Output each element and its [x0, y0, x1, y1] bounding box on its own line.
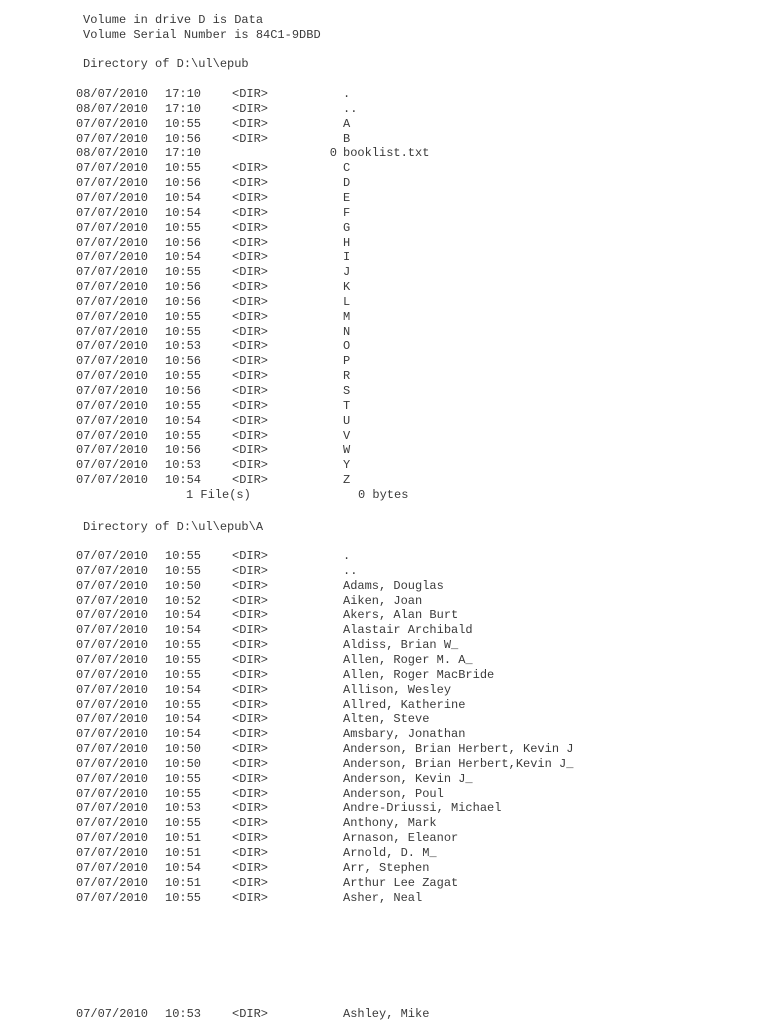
entry-date: 07/07/2010: [76, 176, 149, 191]
entry-name: Alten, Steve: [343, 712, 430, 727]
entry-time: 10:55: [165, 369, 202, 384]
listing-row: [0, 310, 700, 324]
entry-date: 07/07/2010: [76, 801, 149, 816]
entry-date: 07/07/2010: [76, 682, 149, 697]
entry-name: L: [343, 294, 351, 309]
file-count: 1 File(s): [186, 487, 251, 502]
entry-time: 10:55: [165, 265, 202, 280]
entry-name: Anthony, Mark: [343, 816, 437, 831]
entry-name: ..: [343, 563, 358, 578]
entry-name: K: [343, 280, 351, 295]
entry-time: 10:56: [165, 443, 202, 458]
entry-time: 10:56: [165, 235, 202, 250]
entry-dir-marker: <DIR>: [232, 593, 269, 608]
entry-date: 07/07/2010: [76, 280, 149, 295]
entry-dir-marker: <DIR>: [232, 652, 269, 667]
entry-name: Amsbary, Jonathan: [343, 727, 466, 742]
entry-name: I: [343, 250, 351, 265]
entry-time: 10:50: [165, 756, 202, 771]
entry-date: 07/07/2010: [76, 250, 149, 265]
entry-date: 07/07/2010: [76, 458, 149, 473]
entry-time: 10:55: [165, 324, 202, 339]
listing-row: [0, 250, 700, 264]
entry-name: Anderson, Brian Herbert,Kevin J_: [343, 756, 574, 771]
entry-time: 10:55: [165, 161, 202, 176]
entry-date: 07/07/2010: [76, 549, 149, 563]
entry-time: 10:55: [165, 786, 202, 801]
entry-time: 10:55: [165, 563, 202, 578]
entry-name: Y: [343, 458, 351, 473]
entry-dir-marker: <DIR>: [232, 623, 269, 638]
entry-name: N: [343, 324, 351, 339]
entry-name: V: [343, 428, 351, 443]
listing-row: [0, 653, 700, 667]
entry-time: 10:53: [165, 1007, 202, 1021]
listing-row: [0, 339, 700, 353]
entry-time: 10:55: [165, 667, 202, 682]
entry-date: 07/07/2010: [76, 354, 149, 369]
entry-time: 10:54: [165, 608, 202, 623]
entry-date: 07/07/2010: [76, 771, 149, 786]
entry-date: 07/07/2010: [76, 667, 149, 682]
entry-time: 10:51: [165, 831, 202, 846]
listing-row: [0, 384, 700, 398]
entry-dir-marker: <DIR>: [232, 875, 269, 890]
listing-row: [0, 369, 700, 383]
entry-date: 07/07/2010: [76, 190, 149, 205]
entry-dir-marker: <DIR>: [232, 324, 269, 339]
entry-date: 08/07/2010: [76, 146, 149, 161]
entry-date: 07/07/2010: [76, 860, 149, 875]
listing-row: [0, 458, 700, 472]
entry-time: 10:54: [165, 623, 202, 638]
entry-time: 10:54: [165, 473, 202, 488]
listing-row: [0, 831, 700, 845]
entry-name: G: [343, 220, 351, 235]
listing-row: [0, 325, 700, 339]
listing-row: [0, 816, 700, 830]
entry-time: 10:55: [165, 309, 202, 324]
entry-time: 10:51: [165, 846, 202, 860]
entry-name: Arthur Lee Zagat: [343, 875, 459, 890]
entry-date: 07/07/2010: [76, 727, 149, 742]
listing-row: [0, 206, 700, 220]
entry-time: 10:54: [165, 413, 202, 428]
listing-row: [0, 399, 700, 413]
entry-time: 10:53: [165, 339, 202, 354]
entry-dir-marker: <DIR>: [232, 742, 269, 757]
entry-name: Ashley, Mike: [343, 1007, 430, 1021]
entry-name: Arr, Stephen: [343, 860, 430, 875]
entry-name: A: [343, 116, 351, 131]
entry-dir-marker: <DIR>: [232, 294, 269, 309]
entry-dir-marker: <DIR>: [232, 786, 269, 801]
entry-date: 07/07/2010: [76, 473, 149, 488]
entry-dir-marker: <DIR>: [232, 250, 269, 265]
entry-name: C: [343, 161, 351, 176]
entry-time: 17:10: [165, 146, 202, 161]
entry-dir-marker: <DIR>: [232, 398, 269, 413]
entry-date: 07/07/2010: [76, 875, 149, 890]
entry-dir-marker: <DIR>: [232, 697, 269, 712]
entry-dir-marker: <DIR>: [232, 443, 269, 458]
entry-time: 10:53: [165, 801, 202, 816]
listing-row: [0, 846, 700, 860]
entry-dir-marker: <DIR>: [232, 712, 269, 727]
entry-date: 07/07/2010: [76, 816, 149, 831]
entry-name: Anderson, Poul: [343, 786, 444, 801]
listing-row: [0, 414, 700, 428]
entry-dir-marker: <DIR>: [232, 413, 269, 428]
entry-time: 10:55: [165, 638, 202, 653]
entry-time: 10:50: [165, 742, 202, 757]
entry-dir-marker: <DIR>: [232, 801, 269, 816]
entry-dir-marker: <DIR>: [232, 473, 269, 488]
entry-date: 07/07/2010: [76, 578, 149, 593]
listing-row: [0, 473, 700, 487]
entry-dir-marker: <DIR>: [232, 458, 269, 473]
entry-time: 10:55: [165, 398, 202, 413]
entry-time: 10:55: [165, 220, 202, 235]
entry-date: 07/07/2010: [76, 712, 149, 727]
entry-time: 10:56: [165, 294, 202, 309]
entry-time: 10:54: [165, 682, 202, 697]
listing-row: [0, 876, 700, 890]
entry-date: 07/07/2010: [76, 1007, 149, 1021]
entry-time: 10:54: [165, 712, 202, 727]
entry-name: D: [343, 176, 351, 191]
entry-time: 10:56: [165, 176, 202, 191]
entry-dir-marker: <DIR>: [232, 578, 269, 593]
entry-dir-marker: <DIR>: [232, 1007, 269, 1021]
entry-time: 10:56: [165, 131, 202, 146]
entry-dir-marker: <DIR>: [232, 831, 269, 846]
entry-dir-marker: <DIR>: [232, 280, 269, 295]
listing-row: [0, 772, 700, 786]
listing-row: [0, 176, 700, 190]
entry-time: 10:53: [165, 458, 202, 473]
listing-row: [0, 608, 700, 622]
entry-time: 10:52: [165, 593, 202, 608]
entry-time: 10:54: [165, 727, 202, 742]
entry-name: H: [343, 235, 351, 250]
entry-time: 10:54: [165, 250, 202, 265]
entry-date: 07/07/2010: [76, 563, 149, 578]
entry-dir-marker: <DIR>: [232, 816, 269, 831]
entry-dir-marker: <DIR>: [232, 265, 269, 280]
entry-time: 10:56: [165, 384, 202, 398]
entry-dir-marker: <DIR>: [232, 846, 269, 860]
entry-time: 10:55: [165, 549, 202, 563]
entry-name: J: [343, 265, 351, 280]
entry-date: 07/07/2010: [76, 339, 149, 354]
listing-row: [0, 594, 700, 608]
entry-date: 08/07/2010: [76, 87, 149, 101]
listing-row: [0, 549, 700, 563]
entry-name: T: [343, 398, 351, 413]
entry-date: 07/07/2010: [76, 742, 149, 757]
entry-time: 17:10: [165, 87, 202, 101]
entry-time: 10:55: [165, 428, 202, 443]
byte-count: 0 bytes: [358, 487, 409, 502]
entry-date: 07/07/2010: [76, 384, 149, 398]
listing-row: [0, 146, 700, 160]
entry-time: 10:50: [165, 578, 202, 593]
entry-dir-marker: <DIR>: [232, 309, 269, 324]
listing-row: [0, 579, 700, 593]
entry-date: 07/07/2010: [76, 638, 149, 653]
entry-name: booklist.txt: [343, 146, 430, 161]
entry-date: 07/07/2010: [76, 608, 149, 623]
entry-date: 07/07/2010: [76, 265, 149, 280]
entry-name: Anderson, Brian Herbert, Kevin J: [343, 742, 574, 757]
listing-row: [0, 683, 700, 697]
listing-row: [0, 623, 700, 637]
entry-date: 07/07/2010: [76, 756, 149, 771]
entry-name: B: [343, 131, 351, 146]
listing-row: [0, 102, 700, 116]
entry-dir-marker: <DIR>: [232, 549, 269, 563]
entry-date: 07/07/2010: [76, 369, 149, 384]
entry-dir-marker: <DIR>: [232, 354, 269, 369]
entry-name: Alastair Archibald: [343, 623, 473, 638]
entry-name: R: [343, 369, 351, 384]
listing-row: [0, 564, 700, 578]
listing-row: [0, 638, 700, 652]
directory-summary: [0, 488, 700, 502]
entry-time: 10:51: [165, 875, 202, 890]
entry-dir-marker: <DIR>: [232, 220, 269, 235]
entry-date: 07/07/2010: [76, 235, 149, 250]
entry-dir-marker: <DIR>: [232, 161, 269, 176]
entry-name: Aiken, Joan: [343, 593, 423, 608]
entry-date: 07/07/2010: [76, 697, 149, 712]
entry-name: Akers, Alan Burt: [343, 608, 459, 623]
directory-title: Directory of D:\ul\epub: [83, 57, 249, 71]
entry-time: 10:54: [165, 860, 202, 875]
listing-row: [0, 161, 700, 175]
entry-name: Anderson, Kevin J_: [343, 771, 473, 786]
entry-dir-marker: <DIR>: [232, 116, 269, 131]
listing-row: [0, 280, 700, 294]
entry-name: F: [343, 205, 351, 220]
entry-dir-marker: <DIR>: [232, 727, 269, 742]
listing-row: [0, 712, 700, 726]
entry-time: 10:56: [165, 354, 202, 369]
entry-date: 07/07/2010: [76, 294, 149, 309]
entry-dir-marker: <DIR>: [232, 667, 269, 682]
listing-row: [0, 757, 700, 771]
entry-dir-marker: <DIR>: [232, 384, 269, 398]
entry-name: E: [343, 190, 351, 205]
entry-date: 07/07/2010: [76, 846, 149, 860]
entry-name: Allen, Roger M. A_: [343, 652, 473, 667]
entry-time: 10:55: [165, 652, 202, 667]
entry-dir-marker: <DIR>: [232, 235, 269, 250]
entry-time: 10:55: [165, 697, 202, 712]
entry-date: 07/07/2010: [76, 205, 149, 220]
entry-dir-marker: <DIR>: [232, 176, 269, 191]
entry-time: 10:55: [165, 816, 202, 831]
listing-row: [0, 861, 700, 875]
listing-row: [0, 295, 700, 309]
entry-name: M: [343, 309, 351, 324]
listing-row: [0, 742, 700, 756]
entry-dir-marker: <DIR>: [232, 101, 269, 116]
entry-date: 07/07/2010: [76, 131, 149, 146]
entry-date: 07/07/2010: [76, 593, 149, 608]
listing-row: [0, 236, 700, 250]
entry-time: 10:54: [165, 190, 202, 205]
entry-time: 10:55: [165, 890, 202, 905]
entry-date: 07/07/2010: [76, 428, 149, 443]
entry-date: 07/07/2010: [76, 161, 149, 176]
entry-date: 07/07/2010: [76, 890, 149, 905]
entry-date: 07/07/2010: [76, 831, 149, 846]
listing-row: [0, 668, 700, 682]
entry-name: Z: [343, 473, 351, 488]
entry-name: Adams, Douglas: [343, 578, 444, 593]
entry-name: Aldiss, Brian W_: [343, 638, 459, 653]
listing-row: [0, 429, 700, 443]
entry-dir-marker: <DIR>: [232, 205, 269, 220]
listing-row: [0, 87, 700, 101]
listing-row: [0, 265, 700, 279]
entry-date: 07/07/2010: [76, 309, 149, 324]
entry-dir-marker: <DIR>: [232, 190, 269, 205]
entry-date: 07/07/2010: [76, 116, 149, 131]
entry-name: Arnold, D. M_: [343, 846, 437, 860]
entry-time: 10:55: [165, 771, 202, 786]
directory-title: Directory of D:\ul\epub\A: [83, 520, 264, 534]
entry-date: 07/07/2010: [76, 398, 149, 413]
serial-line: Volume Serial Number is 84C1-9DBD: [83, 28, 321, 42]
entry-name: ..: [343, 101, 358, 116]
entry-time: 10:56: [165, 280, 202, 295]
entry-date: 07/07/2010: [76, 786, 149, 801]
entry-date: 07/07/2010: [76, 324, 149, 339]
entry-dir-marker: <DIR>: [232, 890, 269, 905]
listing-row: [0, 727, 700, 741]
volume-line: Volume in drive D is Data: [83, 13, 264, 27]
entry-time: 10:54: [165, 205, 202, 220]
entry-dir-marker: <DIR>: [232, 131, 269, 146]
entry-dir-marker: <DIR>: [232, 638, 269, 653]
listing-row: [0, 891, 700, 905]
entry-name: Allen, Roger MacBride: [343, 667, 495, 682]
entry-name: U: [343, 413, 351, 428]
entry-name: Asher, Neal: [343, 890, 423, 905]
entry-size: 0: [329, 146, 337, 161]
entry-name: .: [343, 549, 351, 563]
listing-row: [0, 191, 700, 205]
entry-name: .: [343, 87, 351, 101]
entry-name: Arnason, Eleanor: [343, 831, 459, 846]
entry-dir-marker: <DIR>: [232, 682, 269, 697]
entry-name: S: [343, 384, 351, 398]
listing-row: [0, 698, 700, 712]
entry-date: 07/07/2010: [76, 220, 149, 235]
entry-name: Andre-Driussi, Michael: [343, 801, 502, 816]
entry-name: P: [343, 354, 351, 369]
listing-row: [0, 801, 700, 815]
listing-row: [0, 787, 700, 801]
entry-dir-marker: <DIR>: [232, 87, 269, 101]
entry-dir-marker: <DIR>: [232, 608, 269, 623]
listing-row: [0, 443, 700, 457]
entry-dir-marker: <DIR>: [232, 860, 269, 875]
entry-date: 07/07/2010: [76, 413, 149, 428]
listing-row: [0, 354, 700, 368]
entry-date: 08/07/2010: [76, 101, 149, 116]
entry-dir-marker: <DIR>: [232, 563, 269, 578]
entry-time: 10:55: [165, 116, 202, 131]
entry-dir-marker: <DIR>: [232, 428, 269, 443]
entry-date: 07/07/2010: [76, 443, 149, 458]
entry-date: 07/07/2010: [76, 623, 149, 638]
entry-name: O: [343, 339, 351, 354]
entry-dir-marker: <DIR>: [232, 771, 269, 786]
entry-dir-marker: <DIR>: [232, 339, 269, 354]
entry-name: Allred, Katherine: [343, 697, 466, 712]
entry-name: W: [343, 443, 351, 458]
listing-row: [0, 221, 700, 235]
listing-row: [0, 132, 700, 146]
entry-time: 17:10: [165, 101, 202, 116]
listing-row: [0, 1007, 700, 1021]
entry-date: 07/07/2010: [76, 652, 149, 667]
listing-row: [0, 117, 700, 131]
entry-dir-marker: <DIR>: [232, 756, 269, 771]
entry-name: Allison, Wesley: [343, 682, 452, 697]
entry-dir-marker: <DIR>: [232, 369, 269, 384]
